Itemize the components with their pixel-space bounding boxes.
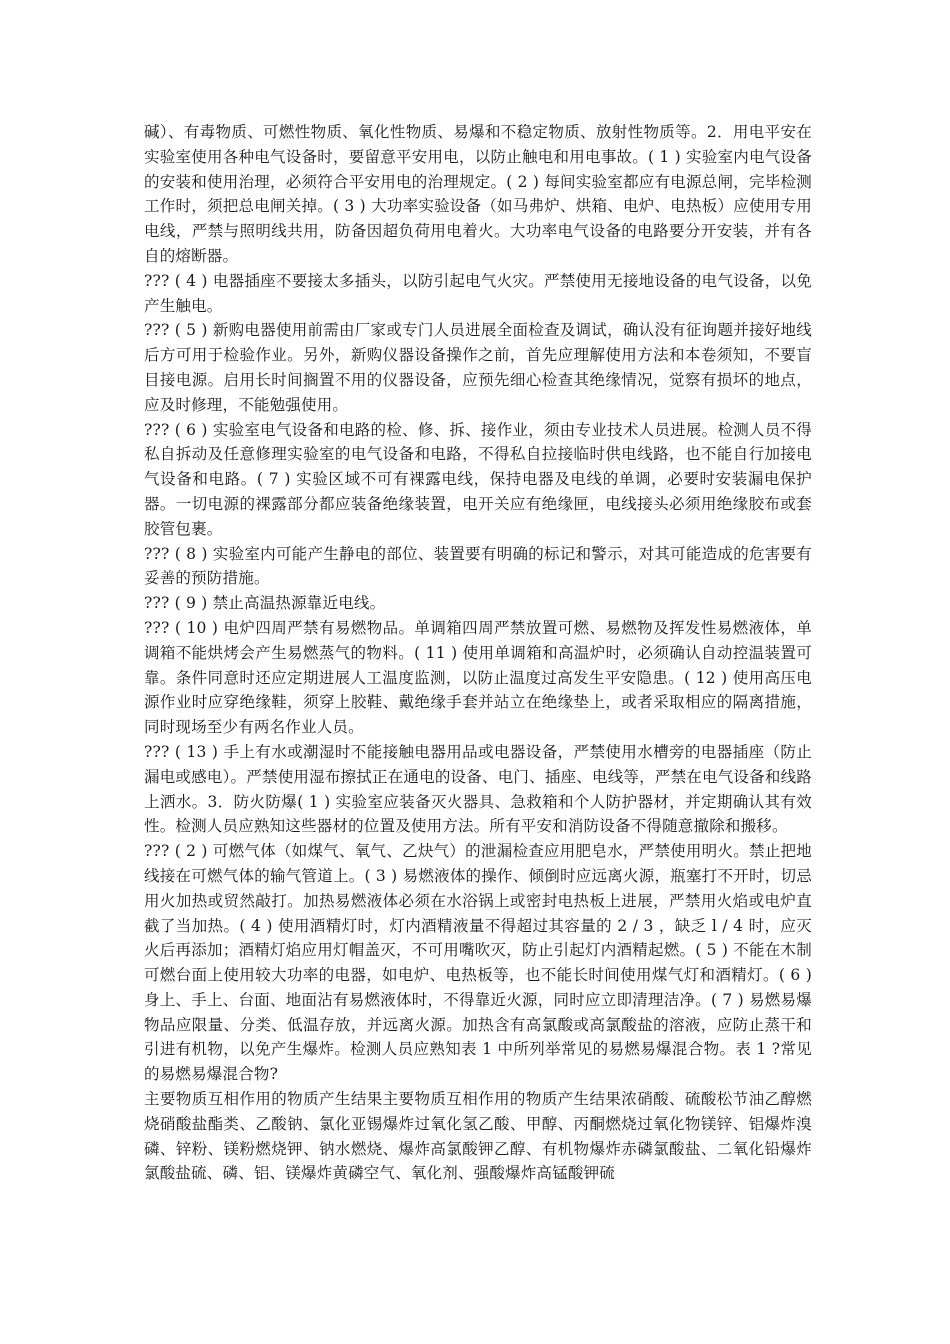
paragraph-item-6-7: ??? ( 6 ) 实验室电气设备和电路的检、修、拆、接作业，须由专业技术人员进展。检测人员不得私自拆动及任意修理实验室的电气设备和电路，不得私自拉接临时供电线路，也不能自行加接电气设备和电路。( 7 ) 实验区域不可有裸露电线，保持电器及电线的单调，必要时安装漏电保护器。一切电源的裸露部分都应装备绝缘装置，电开关应有绝缘匣，电线接头必须用绝缘胶布或套胶管包裹。 [144, 420, 812, 538]
paragraph-item-13-fire-safety: ??? ( 13 ) 手上有水或潮湿时不能接触电器用品或电器设备，严禁使用水槽旁的电器插座（防止漏电或感电）。严禁使用湿布擦拭正在通电的设备、电门、插座、电线等，严禁在电气设备和线路上洒水。3．防火防爆( 1 ) 实验室应装备灭火器具、急救箱和个人防护器材，并定期确认其有效性。检测人员应熟知这些器材的位置及使用方法。所有平安和消防设备不得随意撤除和搬移。 [144, 742, 812, 836]
document-body [144, 120, 812, 1186]
paragraph-item-5: ??? ( 5 ) 新购电器使用前需由厂家或专门人员进展全面检查及调试，确认没有征询题并接好地线后方可用于检验作业。另外，新购仪器设备操作之前，首先应理解使用方法和本卷须知，不要盲目接电源。启用长时间搁置不用的仪器设备，应预先细心检查其绝缘情况，觉察有损坏的地点，应及时修理，不能勉强使用。 [144, 321, 812, 414]
paragraph-table-1-contents: 主要物质互相作用的物质产生结果主要物质互相作用的物质产生结果浓硝酸、硫酸松节油乙醇燃烧硝酸盐酯类、乙酸钠、氯化亚锡爆炸过氧化氢乙酸、甲醇、丙酮燃烧过氧化物镁锌、铝爆炸溴磷、锌粉、镁粉燃烧钾、钠水燃烧、爆炸高氯酸钾乙醇、有机物爆炸赤磷氯酸盐、二氧化铅爆炸氯酸盐硫、磷、铝、镁爆炸黄磷空气、氧化剂、强酸爆炸高锰酸钾硫 [144, 1090, 812, 1183]
paragraph-item-10-12: ??? ( 10 ) 电炉四周严禁有易燃物品。单调箱四周严禁放置可燃、易燃物及挥发性易燃液体，单调箱不能烘烤会产生易燃蒸气的物料。( 11 ) 使用单调箱和高温炉时，必须确认自动控温装置可靠。条件同意时还应定期进展人工温度监测，以防止温度过高发生平安隐患。( 12 ) 使用高压电源作业时应穿绝缘鞋，须穿上胶鞋、戴绝缘手套并站立在绝缘垫上，或者采取相应的隔离措施，同时现场至少有两名作业人员。 [144, 618, 812, 737]
paragraph-electrical-safety-intro: 碱）、有毒物质、可燃性物质、氧化性物质、易爆和不稳定物质、放射性物质等。2．用电平安在实验室使用各种电气设备时，要留意平安用电，以防止触电和用电事故。( 1 ) 实验室内电气设备的安装和使用治理，必须符合平安用电的治理规定。( 2 ) 每间实验室都应有电源总闸，完毕检测工作时，须把总电闸关掉。( 3 ) 大功率实验设备（如马弗炉、烘箱、电炉、电热板）应使用专用电线，严禁与照明线共用，防备因超负荷用电着火。大功率电气设备的电路要分开安装，并有各自的熔断器。 [144, 123, 812, 265]
paragraph-item-8: ??? ( 8 ) 实验室内可能产生静电的部位、装置要有明确的标记和警示，对其可能造成的危害要有妥善的预防措施。 [144, 544, 812, 588]
paragraph-item-9: ??? ( 9 ) 禁止高温热源靠近电线。 [144, 594, 386, 613]
paragraph-fire-items-2-7: ??? ( 2 ) 可燃气体（如煤气、氧气、乙炔气）的泄漏检查应用肥皂水，严禁使用明火。禁止把地线接在可燃气体的输气管道上。( 3 ) 易燃液体的操作、倾倒时应远离火源，瓶塞打不开时，切忌用火加热或贸然敲打。加热易燃液体必须在水浴锅上或密封电热板上进展，严禁用火焰或电炉直截了当加热。( 4 ) 使用酒精灯时，灯内酒精液量不得超过其容量的 2 / 3 ，缺乏 l / 4 时，应灭火后再添加；酒精灯焰应用灯帽盖灭，不可用嘴吹灭，防止引起灯内酒精起燃。( 5 ) 不能在木制可燃台面上使用较大功率的电器，如电炉、电热板等，也不能长时间使用煤气灯和酒精灯。( 6 ) 身上、手上、台面、地面沾有易燃液体时，不得靠近火源，同时应立即清理洁净。( 7 ) 易燃易爆物品应限量、分类、低温存放，并远离火源。加热含有高氯酸或高氯酸盐的溶液，应防止蒸干和引进有机物，以免产生爆炸。检测人员应熟知表 1 中所列举常见的易燃易爆混合物。表 1 ?常见的易燃易爆混合物? [144, 842, 812, 1084]
paragraph-item-4: ??? ( 4 ) 电器插座不要接太多插头，以防引起电气火灾。严禁使用无接地设备的电气设备，以免产生触电。 [144, 271, 812, 315]
